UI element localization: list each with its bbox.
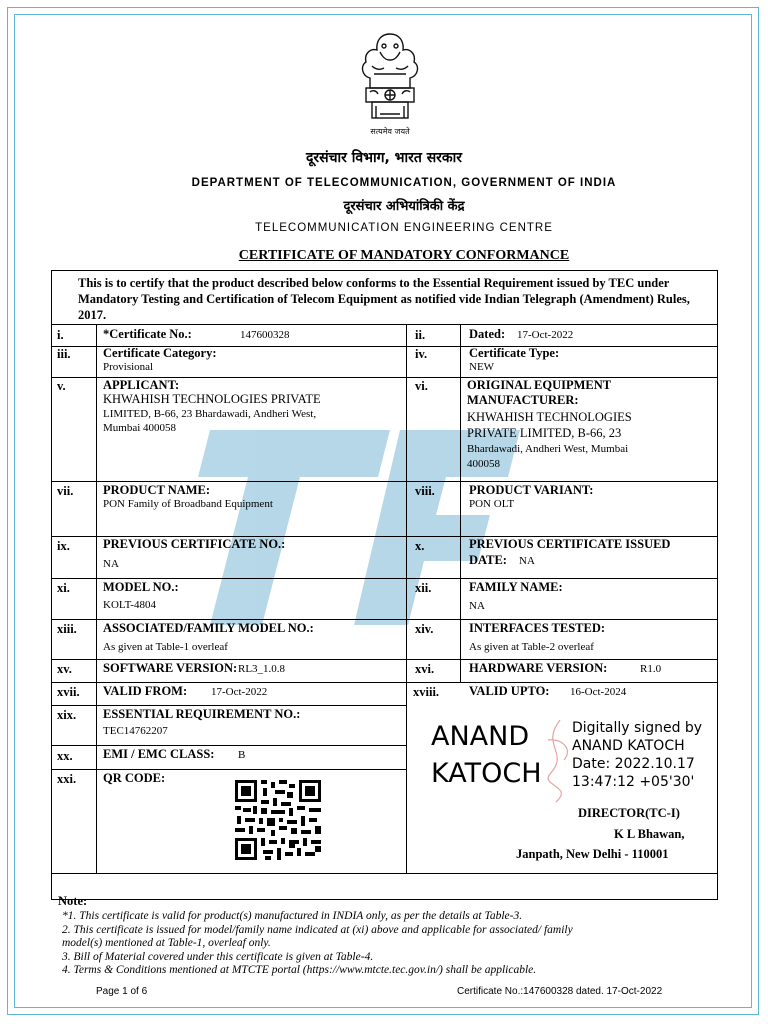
row-number-xxi: xxi.: [57, 772, 77, 786]
signer-last-name: KATOCH: [431, 758, 542, 789]
signer-name: [431, 718, 542, 792]
valid-upto-label: VALID UPTO:: [469, 684, 550, 698]
certificate-type-value: NEW: [469, 361, 495, 373]
emi-emc-class-label: EMI / EMC CLASS:: [103, 747, 215, 761]
office-address: Janpath, New Delhi - 110001: [516, 847, 669, 861]
valid-upto-value: 16-Oct-2024: [570, 686, 627, 698]
row-number-vii: vii.: [57, 484, 74, 498]
product-name-label: PRODUCT NAME:: [103, 483, 211, 497]
office-building: K L Bhawan,: [614, 827, 685, 841]
certificate-title: CERTIFICATE OF MANDATORY CONFORMANCE: [238, 248, 570, 263]
row-number-v: v.: [57, 379, 66, 393]
notes-section: [58, 893, 573, 978]
signature-line-2: ANAND KATOCH: [572, 738, 685, 754]
signature-date: Date: 2022.10.17: [572, 756, 695, 772]
previous-certificate-no-label: PREVIOUS CERTIFICATE NO.:: [103, 537, 286, 551]
hardware-version-value: R1.0: [640, 663, 662, 675]
oem-line-2: PRIVATE LIMITED, B-66, 23: [467, 426, 622, 440]
emi-emc-class-value: B: [238, 749, 246, 761]
model-no-value: KOLT-4804: [103, 599, 156, 611]
row-number-x: x.: [415, 539, 425, 553]
product-variant-value: PON OLT: [469, 498, 515, 510]
associated-model-no-label: ASSOCIATED/FAMILY MODEL NO.:: [103, 621, 314, 635]
certificate-type-label: Certificate Type:: [469, 346, 560, 360]
row-number-xii: xii.: [415, 581, 432, 595]
note-4: 4. Terms & Conditions mentioned at MTCTE portal (https://www.mtcte.tec.gov.in/) shall be applicable.: [62, 964, 537, 976]
oem-label-line-1: ORIGINAL EQUIPMENT: [467, 378, 612, 392]
family-name-label: FAMILY NAME:: [469, 580, 563, 594]
certificate-category-value: Provisional: [103, 361, 154, 373]
note-2-line-2: model(s) mentioned at Table-1, overleaf only.: [62, 937, 271, 949]
essential-requirement-no-value: TEC14762207: [103, 725, 168, 737]
row-number-vi: vi.: [415, 379, 428, 393]
emblem-motto: सत्यमेव जयते: [370, 127, 410, 136]
certificate-category-label: Certificate Category:: [103, 346, 217, 360]
essential-requirement-no-label: ESSENTIAL REQUIREMENT NO.:: [103, 707, 301, 721]
applicant-label: APPLICANT:: [103, 378, 180, 392]
row-number-xv: xv.: [57, 662, 72, 676]
row-number-viii: viii.: [415, 484, 435, 498]
note-2-line-1: 2. This certificate is issued for model/family name indicated at (xi) above and applicable for associated/ family: [62, 923, 573, 936]
dated-value: 17-Oct-2022: [517, 329, 574, 341]
note-3: 3. Bill of Material covered under this certificate is given at Table-4.: [62, 950, 374, 963]
qr-code-icon: [235, 780, 321, 860]
previous-issued-date-label-line-2: DATE:: [469, 553, 507, 567]
page-number: Page 1 of 6: [96, 986, 148, 997]
certificate-no-value: 147600328: [240, 329, 290, 341]
model-no-label: MODEL NO.:: [103, 580, 179, 594]
row-number-xvii: xvii.: [57, 685, 80, 699]
row-number-iii: iii.: [57, 347, 71, 361]
family-name-value: NA: [469, 600, 485, 612]
interfaces-tested-label: INTERFACES TESTED:: [469, 621, 606, 635]
national-emblem-icon: [350, 30, 430, 138]
applicant-line-3: Mumbai 400058: [103, 422, 177, 434]
row-number-ix: ix.: [57, 539, 70, 553]
row-number-xvi: xvi.: [415, 662, 435, 676]
hindi-centre-heading: दूरसंचार अभियांत्रिकी केंद्र: [343, 199, 465, 214]
row-number-xiii: xiii.: [57, 622, 77, 636]
signer-first-name: ANAND: [431, 721, 530, 752]
row-number-xviii: xviii.: [413, 685, 440, 699]
certificate-no-label: *Certificate No.:: [103, 327, 192, 341]
footer-certificate-info: Certificate No.:147600328 dated. 17-Oct-2022: [457, 986, 663, 997]
row-number-xiv: xiv.: [415, 622, 434, 636]
product-name-value: PON Family of Broadband Equipment: [103, 498, 273, 510]
signature-line-1: Digitally signed by: [572, 720, 703, 736]
row-number-xi: xi.: [57, 581, 70, 595]
associated-model-no-value: As given at Table-1 overleaf: [103, 641, 228, 653]
oem-line-4: 400058: [467, 458, 500, 470]
director-title: DIRECTOR(TC-I): [578, 806, 680, 820]
note-1: *1. This certificate is valid for product(s) manufactured in INDIA only, as per the details at Table-3.: [62, 910, 523, 922]
previous-issued-date-label-line-1: PREVIOUS CERTIFICATE ISSUED: [469, 537, 671, 551]
certification-statement: This is to certify that the product described below conforms to the Essential Requirement issued by TEC under Mandatory Testing and Certification of Telecom Equipment as notified vide Indian Telegraph (Amendment) Rules, 2017.: [78, 276, 690, 322]
previous-certificate-no-value: NA: [103, 558, 119, 570]
row-number-iv: iv.: [415, 347, 428, 361]
digital-signature-details: [572, 719, 702, 791]
row-number-ii: ii.: [415, 328, 426, 342]
applicant-line-2: LIMITED, B-66, 23 Bhardawadi, Andheri West,: [103, 408, 317, 420]
row-number-xix: xix.: [57, 708, 77, 722]
hardware-version-label: HARDWARE VERSION:: [469, 661, 608, 675]
department-heading: DEPARTMENT OF TELECOMMUNICATION, GOVERNMENT OF INDIA: [191, 177, 617, 189]
signature-time: 13:47:12 +05'30': [572, 774, 695, 790]
hindi-department-heading: दूरसंचार विभाग, भारत सरकार: [305, 150, 463, 166]
product-variant-label: PRODUCT VARIANT:: [469, 483, 594, 497]
software-version-label: SOFTWARE VERSION:: [103, 661, 238, 675]
row-number-i: i.: [57, 328, 64, 342]
oem-line-3: Bhardawadi, Andheri West, Mumbai: [467, 443, 629, 455]
oem-label-line-2: MANUFACTURER:: [467, 393, 579, 407]
qr-code-label: QR CODE:: [103, 771, 166, 785]
applicant-line-1: KHWAHISH TECHNOLOGIES PRIVATE: [103, 392, 321, 406]
notes-label: Note:: [58, 894, 88, 908]
valid-from-label: VALID FROM:: [103, 684, 188, 698]
dated-label: Dated:: [469, 327, 506, 341]
previous-issued-date-value: NA: [519, 555, 535, 567]
interfaces-tested-value: As given at Table-2 overleaf: [469, 641, 594, 653]
row-number-xx: xx.: [57, 749, 73, 763]
software-version-value: RL3_1.0.8: [238, 663, 286, 675]
valid-from-value: 17-Oct-2022: [211, 686, 268, 698]
centre-heading: TELECOMMUNICATION ENGINEERING CENTRE: [255, 222, 553, 234]
oem-line-1: KHWAHISH TECHNOLOGIES: [467, 410, 632, 424]
